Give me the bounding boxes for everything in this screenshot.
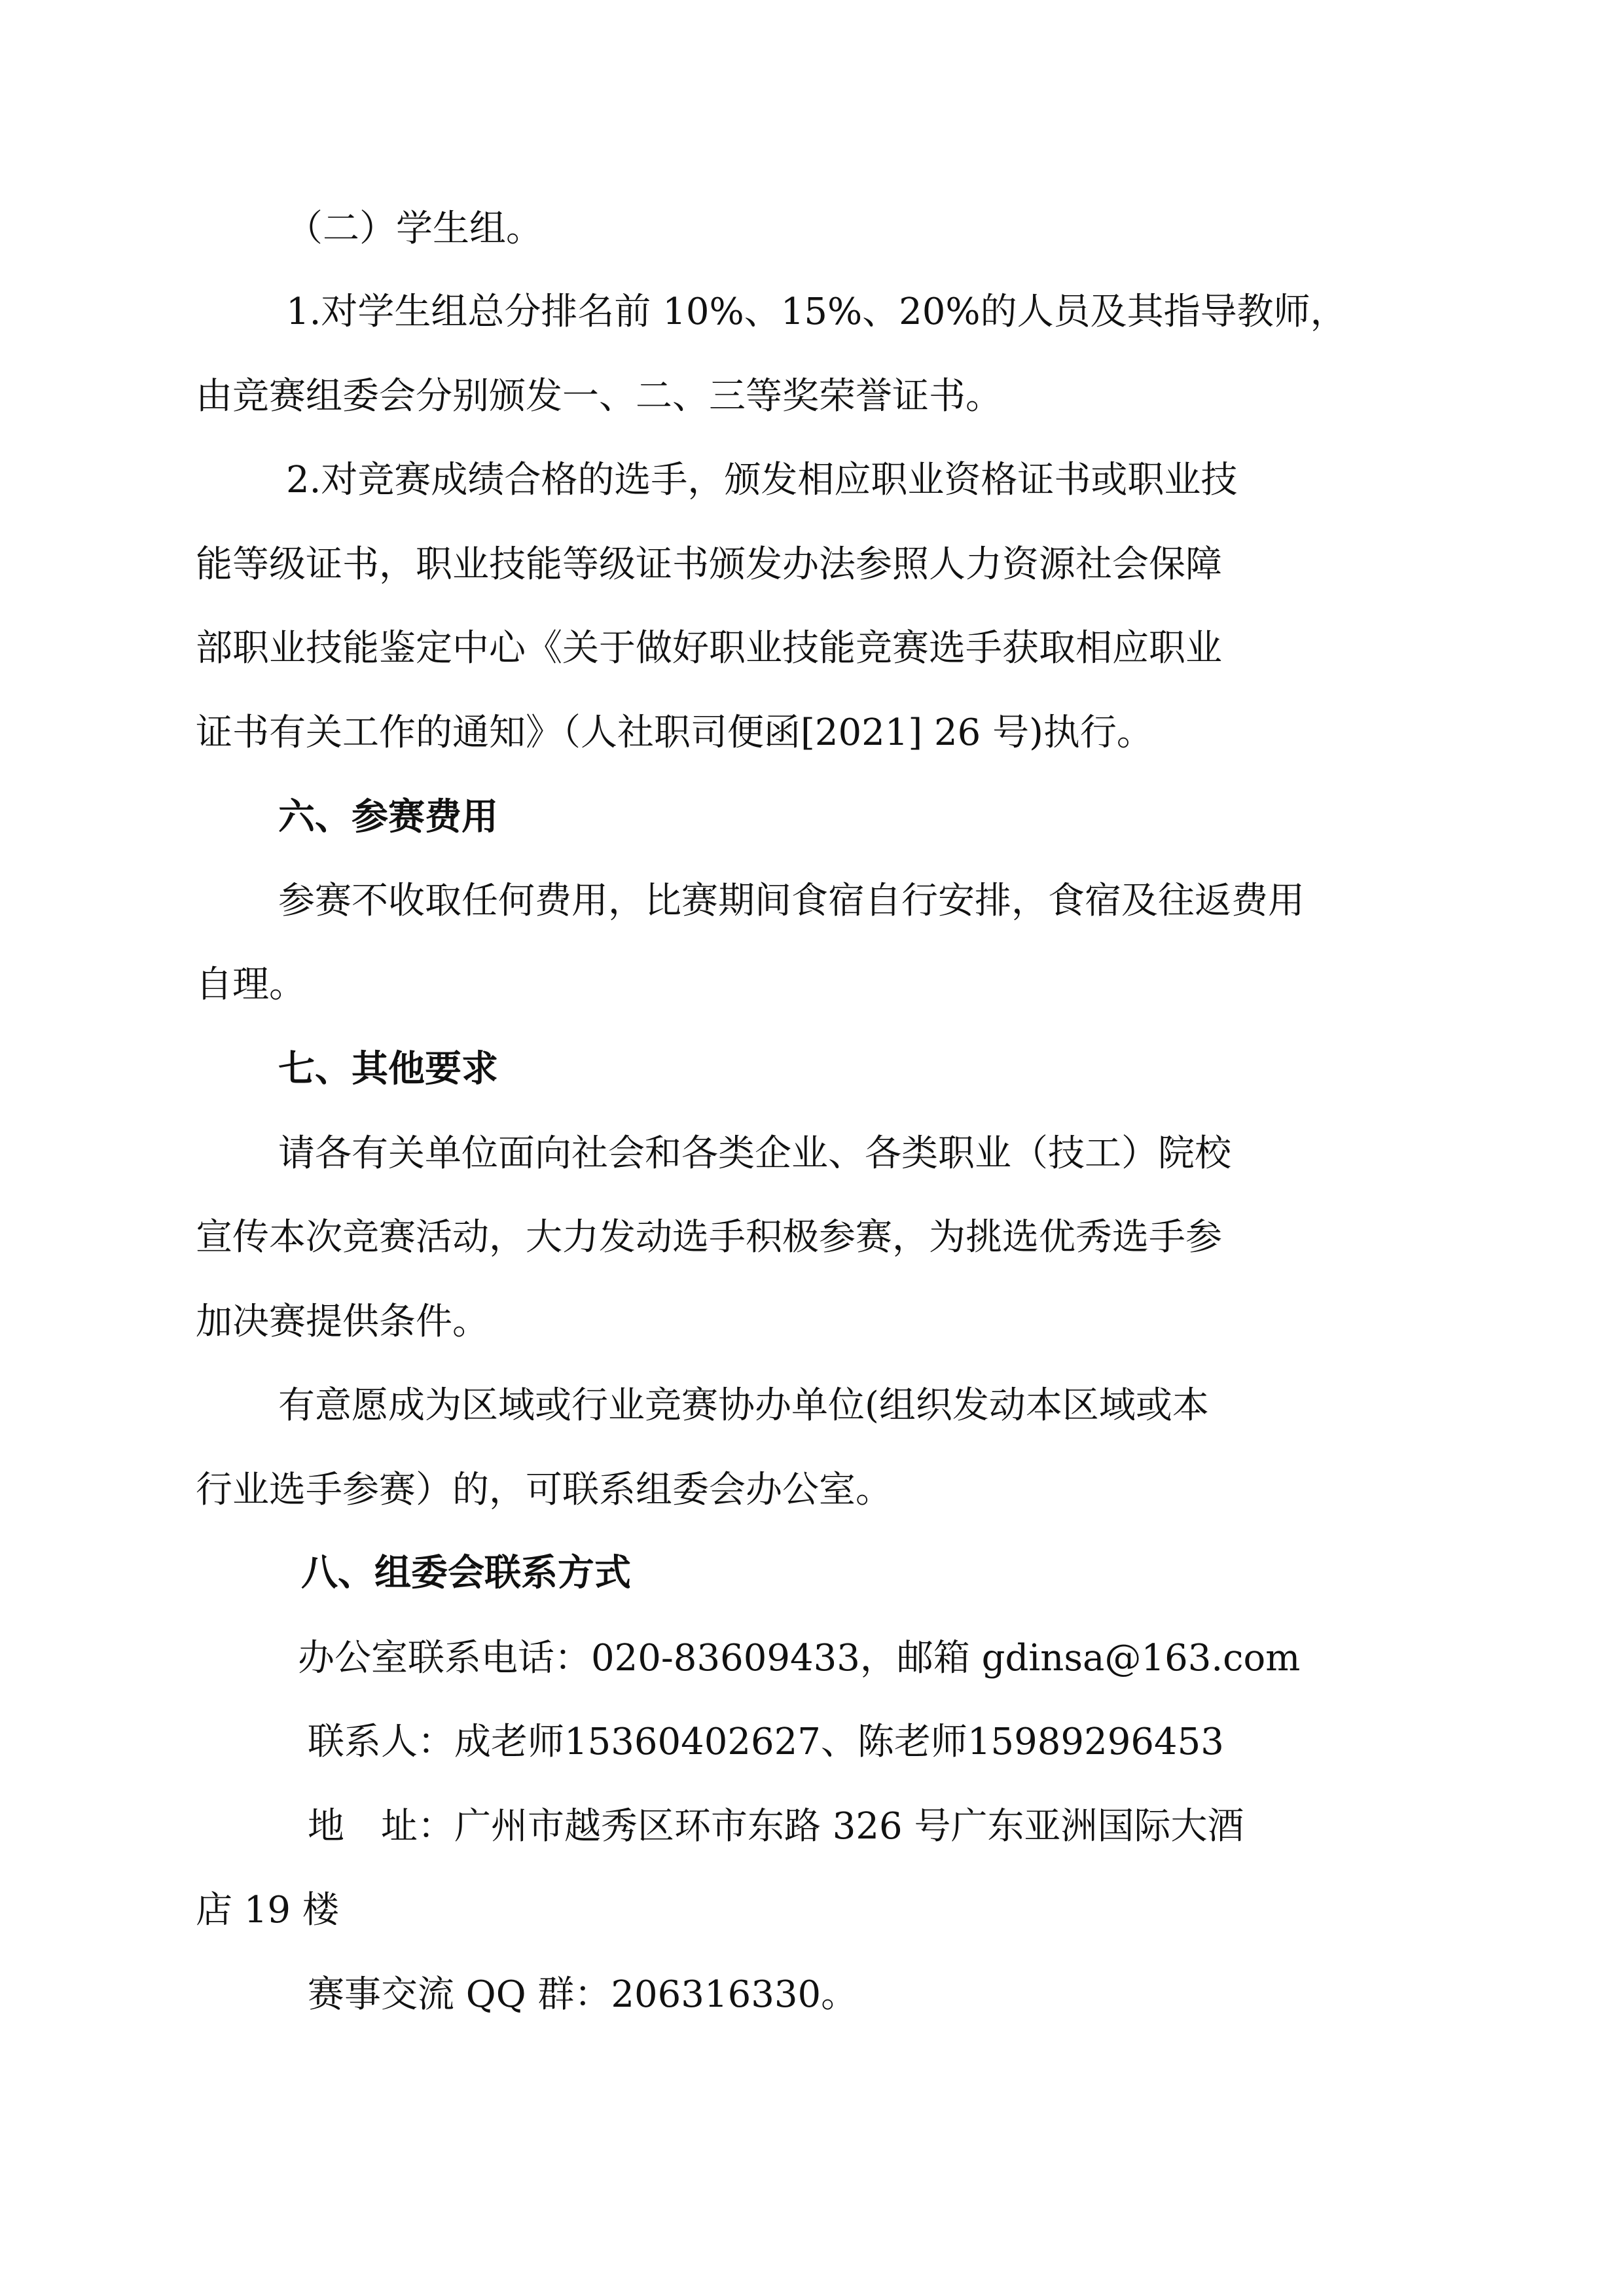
paragraph-line: 2.对竞赛成绩合格的选手，颁发相应职业资格证书或职业技 bbox=[286, 459, 1238, 501]
contact-address: 店 19 楼 bbox=[196, 1889, 339, 1931]
paragraph-line: 加决赛提供条件。 bbox=[196, 1300, 489, 1343]
section-heading: 六、参赛费用 bbox=[278, 796, 498, 838]
contact-persons: 联系人：成老师15360402627、陈老师15989296453 bbox=[308, 1721, 1224, 1763]
paragraph-line: 1.对学生组总分排名前 10%、15%、20%的人员及其指导教师， bbox=[286, 291, 1347, 333]
student-group-heading: （二）学生组。 bbox=[286, 207, 543, 250]
paragraph-line: 行业选手参赛）的，可联系组委会办公室。 bbox=[196, 1469, 892, 1511]
contact-phone-email: 办公室联系电话：020-83609433，邮箱 gdinsa@163.com bbox=[298, 1637, 1301, 1679]
paragraph-line: 证书有关工作的通知》（人社职司便函[2021] 26 号)执行。 bbox=[196, 711, 1153, 754]
paragraph-line: 参赛不收取任何费用，比赛期间食宿自行安排，食宿及往返费用 bbox=[278, 880, 1305, 922]
section-heading: 七、其他要求 bbox=[278, 1048, 498, 1090]
paragraph-line: 请各有关单位面向社会和各类企业、各类职业（技工）院校 bbox=[278, 1132, 1231, 1175]
qq-group: 赛事交流 QQ 群：206316330。 bbox=[308, 1973, 858, 2016]
paragraph-line: 由竞赛组委会分别颁发一、二、三等奖荣誉证书。 bbox=[196, 375, 1002, 418]
contact-address: 地 址：广州市越秀区环市东路 326 号广东亚洲国际大酒 bbox=[308, 1805, 1244, 1848]
paragraph-line: 部职业技能鉴定中心《关于做好职业技能竞赛选手获取相应职业 bbox=[196, 627, 1222, 670]
paragraph-line: 能等级证书，职业技能等级证书颁发办法参照人力资源社会保障 bbox=[196, 543, 1222, 586]
paragraph-line: 宣传本次竞赛活动，大力发动选手积极参赛，为挑选优秀选手参 bbox=[196, 1216, 1222, 1259]
paragraph-line: 自理。 bbox=[196, 963, 306, 1006]
section-heading: 八、组委会联系方式 bbox=[301, 1552, 631, 1594]
paragraph-line: 有意愿成为区域或行业竞赛协办单位(组织发动本区域或本 bbox=[278, 1384, 1209, 1427]
